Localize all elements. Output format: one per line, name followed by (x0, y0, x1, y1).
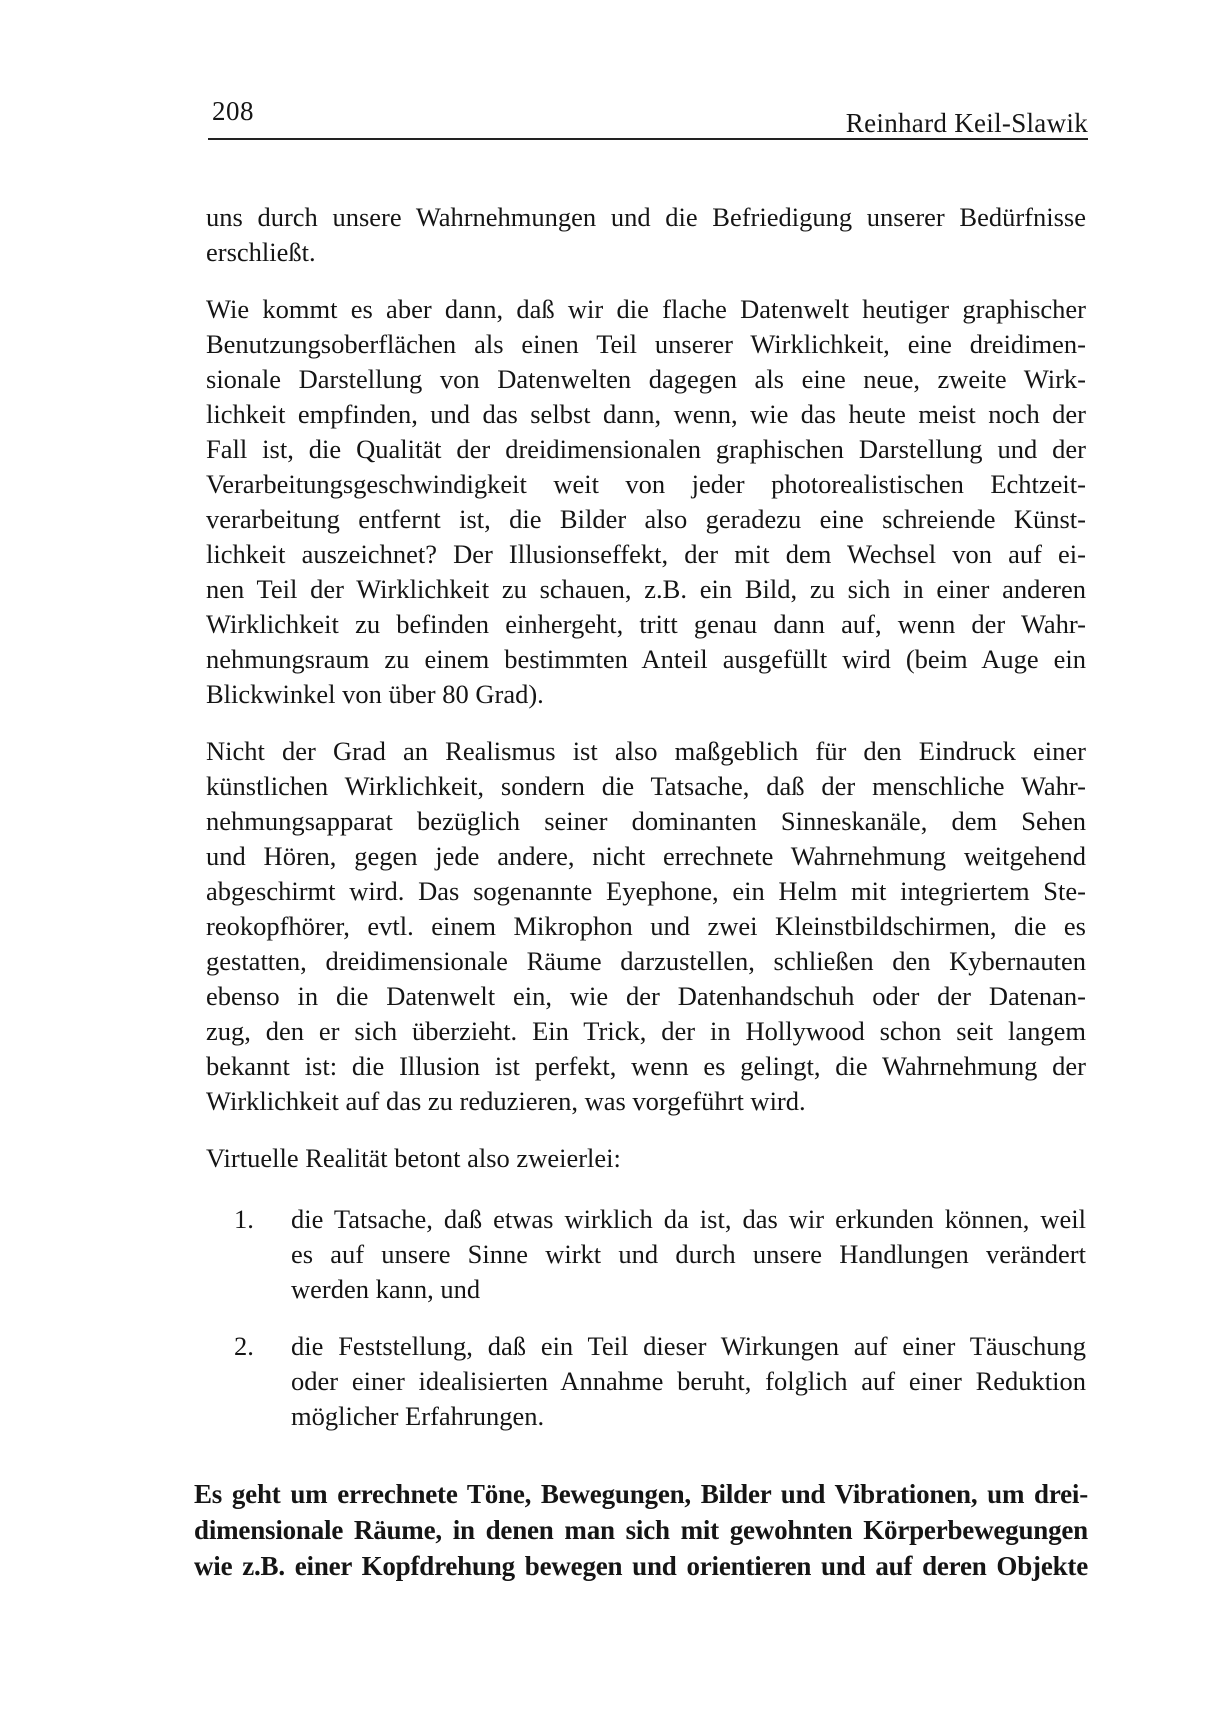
text-line: lichkeit auszeichnet? Der Illusionseffekt, der mit dem Wechsel von auf ei- (206, 539, 1086, 569)
text-line: die Tatsache, daß etwas wirklich da ist, das wir erkunden können, weil (291, 1204, 1086, 1234)
text-line: verarbeitung entfernt ist, die Bilder also geradezu eine schreiende Künst- (206, 504, 1086, 534)
text-line: bekannt ist: die Illusion ist perfekt, wenn es gelingt, die Wahrnehmung der (206, 1051, 1086, 1081)
text-line: nehmungsraum zu einem bestimmten Anteil ausgefüllt wird (beim Auge ein (206, 644, 1086, 674)
text-line: Nicht der Grad an Realismus ist also maßgeblich für den Eindruck einer (206, 736, 1086, 766)
numbered-list (206, 1202, 1086, 1434)
text-line: uns durch unsere Wahrnehmungen und die Befriedigung unserer Bedürfnisse (206, 202, 1086, 232)
text-line: erschließt. (206, 237, 316, 267)
text-line: Verarbeitungsgeschwindigkeit weit von jeder photorealistischen Echtzeit- (206, 469, 1086, 499)
text-line: Wie kommt es aber dann, daß wir die flache Datenwelt heutiger graphischer (206, 294, 1086, 324)
text-line: nehmungsapparat bezüglich seiner dominanten Sinneskanäle, dem Sehen (206, 806, 1086, 836)
text-line: abgeschirmt wird. Das sogenannte Eyephone, ein Helm mit integriertem Ste- (206, 876, 1086, 906)
text-line: sionale Darstellung von Datenwelten dagegen als eine neue, zweite Wirk- (206, 364, 1086, 394)
text-line: Wirklichkeit zu befinden einhergeht, tritt genau dann auf, wenn der Wahr- (206, 609, 1086, 639)
paragraph-5 (194, 1476, 1088, 1584)
text-line: Fall ist, die Qualität der dreidimensionalen graphischen Darstellung und der (206, 434, 1086, 464)
list-marker: 2. (234, 1331, 254, 1361)
running-header-author: Reinhard Keil-Slawik (845, 108, 1088, 138)
text-line: es auf unsere Sinne wirkt und durch unsere Handlungen verändert (291, 1239, 1086, 1269)
list-item (234, 1202, 1086, 1307)
text-line: die Feststellung, daß ein Teil dieser Wirkungen auf einer Täuschung (291, 1331, 1086, 1361)
paragraph-1 (206, 200, 1086, 270)
text-line: ebenso in die Datenwelt ein, wie der Datenhandschuh oder der Datenan- (206, 981, 1086, 1011)
text-line: wie z.B. einer Kopfdrehung bewegen und orientieren und auf deren Objekte (194, 1551, 1088, 1581)
text-line: oder einer idealisierten Annahme beruht, folglich auf einer Reduktion (291, 1366, 1086, 1396)
body-text (206, 200, 1086, 1462)
text-line: Wirklichkeit auf das zu reduzieren, was vorgeführt wird. (206, 1086, 806, 1116)
text-line: werden kann, und (291, 1274, 481, 1304)
page-header (208, 92, 1088, 140)
text-line: Blickwinkel von über 80 Grad). (206, 679, 544, 709)
list-item (234, 1329, 1086, 1434)
text-line: reokopfhörer, evtl. einem Mikrophon und zwei Kleinstbildschirmen, die es (206, 911, 1086, 941)
text-line: lichkeit empfinden, und das selbst dann, wenn, wie das heute meist noch der (206, 399, 1086, 429)
paragraph-3 (206, 734, 1086, 1119)
text-line: Benutzungsoberflächen als einen Teil unserer Wirklichkeit, eine dreidimen- (206, 329, 1086, 359)
page-number: 208 (212, 96, 254, 126)
text-line: nen Teil der Wirklichkeit zu schauen, z.B. ein Bild, zu sich in einer anderen (206, 574, 1086, 604)
text-line: und Hören, gegen jede andere, nicht errechnete Wahrnehmung weitgehend (206, 841, 1086, 871)
text-line: Es geht um errechnete Töne, Bewegungen, Bilder und Vibrationen, um drei- (194, 1479, 1088, 1509)
text-line: zug, den er sich überzieht. Ein Trick, der in Hollywood schon seit langem (206, 1016, 1086, 1046)
text-line: Virtuelle Realität betont also zweierlei: (206, 1143, 621, 1173)
list-marker: 1. (234, 1204, 254, 1234)
text-line: dimensionale Räume, in denen man sich mit gewohnten Körperbewegungen (194, 1515, 1088, 1545)
text-line: möglicher Erfahrungen. (291, 1401, 545, 1431)
paragraph-2 (206, 292, 1086, 712)
text-line: gestatten, dreidimensionale Räume darzustellen, schließen den Kybernauten (206, 946, 1086, 976)
text-line: künstlichen Wirklichkeit, sondern die Tatsache, daß der menschliche Wahr- (206, 771, 1086, 801)
paragraph-4 (206, 1141, 1086, 1176)
